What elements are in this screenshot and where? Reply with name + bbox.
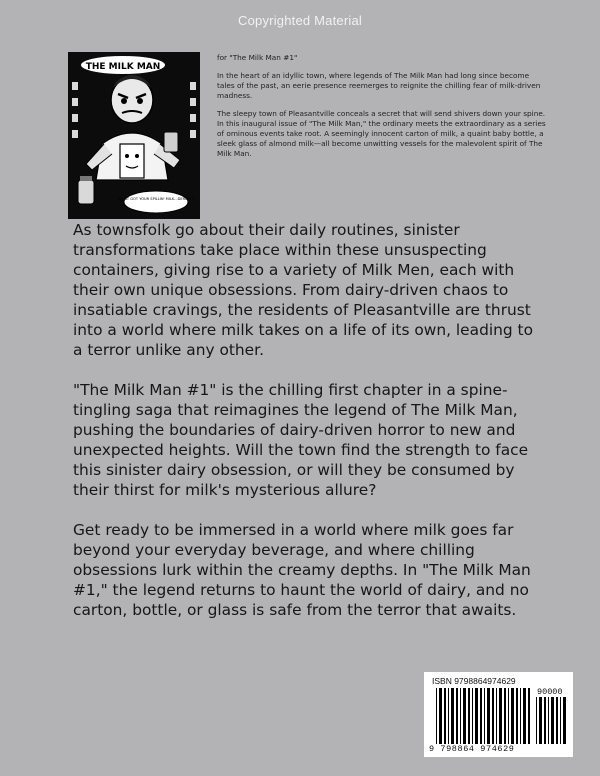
barcode-bar — [451, 688, 454, 744]
barcode-bar — [511, 688, 514, 744]
barcode-bar — [536, 697, 537, 744]
blurb-paragraph-2: The sleepy town of Pleasantville conceals a secret that will send shivers down your spine. In this inaugural issue of "The Milk Man," the ordinary meets the extraordinary as a series of ominous events take root. A seemingly innocent carton of milk, a quaint baby bottle, a sleek glass of almond milk—all become unwitting vessels for the malevolent spirit of The Milk Man. — [217, 109, 546, 158]
blurb — [217, 53, 547, 167]
barcode-bar — [487, 688, 490, 744]
barcode-bar — [548, 697, 549, 744]
barcode-bar — [475, 688, 478, 744]
barcode-bar — [448, 688, 449, 744]
price-barcode — [536, 697, 568, 746]
barcode-bar — [551, 697, 554, 744]
barcode-bar — [444, 688, 446, 744]
description-paragraph-1: As townsfolk go about their daily routines, sinister transformations take place within these unsuspecting containers, giving rise to a variety of Milk Men, each with their own unique obsessions. From dairy-driven chaos to insatiable cravings, the residents of Pleasantville are thrust into a world where milk takes on a life of its own, leading to a terror unlike any other. — [73, 221, 533, 359]
barcode-bar — [460, 688, 461, 744]
barcode-box — [424, 672, 573, 757]
barcode-bar — [499, 688, 502, 744]
barcode-bar — [484, 688, 485, 744]
blurb-heading: for "The Milk Man #1" — [217, 53, 298, 62]
price-code: 90000 — [537, 687, 563, 697]
isbn-digits: 9 798864 974629 — [429, 744, 515, 754]
description — [73, 220, 543, 640]
isbn-barcode — [436, 688, 532, 746]
barcode-bar — [516, 688, 518, 744]
copyright-watermark: Copyrighted Material — [238, 13, 362, 28]
barcode-bar — [539, 697, 542, 744]
barcode-bar — [439, 688, 442, 744]
barcode-bar — [463, 688, 466, 744]
barcode-bar — [496, 688, 497, 744]
barcode-bar — [544, 697, 546, 744]
barcode-bar — [528, 688, 530, 744]
cover-speech: WHAT GOT YOUR SPILLIN' MILK...DERES?? — [118, 197, 194, 201]
barcode-bar — [436, 688, 437, 744]
barcode-bar — [556, 697, 558, 744]
description-paragraph-3: Get ready to be immersed in a world where milk goes far beyond your everyday beverage, and where chilling obsessions lurk within the creamy depths. In "The Milk Man #1," the legend returns to haunt the world of dairy, and no carton, bottle, or glass is safe from the terror that awaits. — [73, 521, 531, 619]
barcode-bar — [456, 688, 458, 744]
barcode-bar — [504, 688, 506, 744]
cover-thumbnail — [68, 52, 200, 219]
barcode-bar — [523, 688, 526, 744]
barcode-bar — [468, 688, 470, 744]
barcode-bar — [508, 688, 509, 744]
barcode-bar — [480, 688, 482, 744]
barcode-bar — [472, 688, 473, 744]
cover-title: THE MILK MAN — [85, 62, 161, 72]
barcode-bar — [492, 688, 494, 744]
barcode-bar — [563, 697, 566, 744]
isbn-label: ISBN 9798864974629 — [432, 676, 516, 686]
barcode-bar — [560, 697, 561, 744]
blurb-paragraph-1: In the heart of an idyllic town, where legends of The Milk Man had long since become tales of the past, an eerie presence reemerges to reignite the chilling fear of milk-driven madness. — [217, 71, 541, 100]
barcode-bar — [520, 688, 521, 744]
description-paragraph-2: "The Milk Man #1" is the chilling first chapter in a spine-tingling saga that reimagines the legend of The Milk Man, pushing the boundaries of dairy-driven horror to new and unexpected heights. Will the town find the strength to face this sinister dairy obsession, or will they be consumed by their thirst for milk's mysterious allure? — [73, 381, 529, 499]
